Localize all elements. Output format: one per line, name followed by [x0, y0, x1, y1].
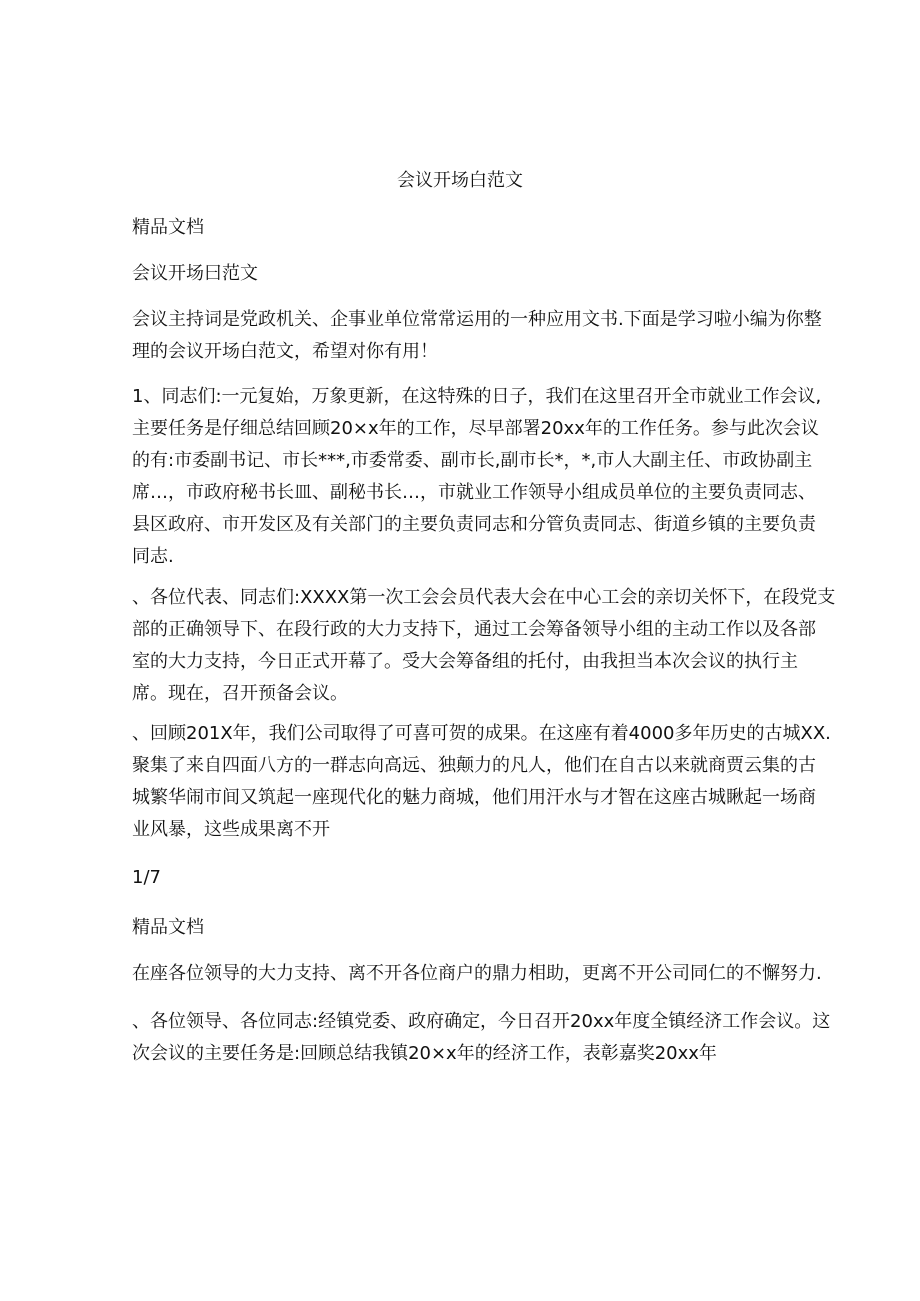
paragraph-2	[132, 582, 836, 710]
text-line: 席。现在，召开预备会议。	[132, 683, 348, 704]
header-label-2: 精品文档	[132, 917, 204, 938]
page-number: 1/7	[132, 867, 161, 888]
text-line: 业风暴，这些成果离不开	[132, 819, 330, 840]
text-line: 会议主持词是党政机关、企事业单位常常运用的一种应用文书.下面是学习啦小编为你整	[132, 309, 822, 330]
text-line: 室的大力支持，今日正式开幕了。受大会筹备组的托付，由我担当本次会议的执行主	[132, 651, 798, 672]
text-line: 城繁华闹市间又筑起一座现代化的魅力商城，他们用汗水与才智在这座古城瞅起一场商	[132, 787, 816, 808]
header-label: 精品文档	[132, 217, 204, 238]
subtitle: 会议开场曰范文	[132, 263, 258, 284]
text-line: 主要任务是仔细总结回顾20×x年的工作，尽早部署20xx年的工作任务。参与此次会议	[132, 418, 819, 439]
text-line: 席…，市政府秘书长皿、副秘书长…，市就业工作领导小组成员单位的主要负责同志、	[132, 482, 816, 503]
text-line: 聚集了来自四面八方的一群志向高远、独颠力的凡人，他们在自古以来就商贾云集的古	[132, 755, 816, 776]
text-line: 在座各位领导的大力支持、离不开各位商户的鼎力相助，更离不开公司同仁的不懈努力.	[132, 963, 822, 984]
paragraph-5	[132, 1006, 831, 1070]
text-line: 同志.	[132, 546, 174, 567]
text-line: 理的会议开场白范文，希望对你有用！	[132, 341, 438, 362]
text-line: 、各位代表、同志们:XXXX第一次工会会员代表大会在中心工会的亲切关怀下，在段党支	[132, 587, 836, 608]
paragraph-3	[132, 718, 831, 846]
paragraph-1	[132, 381, 822, 573]
text-line: 、各位领导、各位同志:经镇党委、政府确定，今日召开20xx年度全镇经济工作会议。这	[132, 1011, 831, 1032]
text-line: 次会议的主要任务是:回顾总结我镇20×x年的经济工作，表彰嘉奖20xx年	[132, 1043, 717, 1064]
text-line: 、回顾201X年，我们公司取得了可喜可贺的成果。在这座有着4000多年历史的古城XX.	[132, 723, 831, 744]
text-line: 的有:市委副书记、市长***,市委常委、副市长,副市长*，*,市人大副主任、市政协副主	[132, 450, 813, 471]
text-line: 1、同志们:一元复始，万象更新，在这特殊的日子，我们在这里召开全市就业工作会议,	[132, 386, 822, 407]
text-line: 县区政府、市开发区及有关部门的主要负责同志和分管负责同志、街道乡镇的主要负责	[132, 514, 816, 535]
intro-paragraph	[132, 304, 822, 368]
paragraph-4	[132, 958, 822, 990]
text-line: 部的正确领导下、在段行政的大力支持下，通过工会筹备领导小组的主动工作以及各部	[132, 619, 816, 640]
document-title: 会议开场白范文	[397, 170, 523, 191]
